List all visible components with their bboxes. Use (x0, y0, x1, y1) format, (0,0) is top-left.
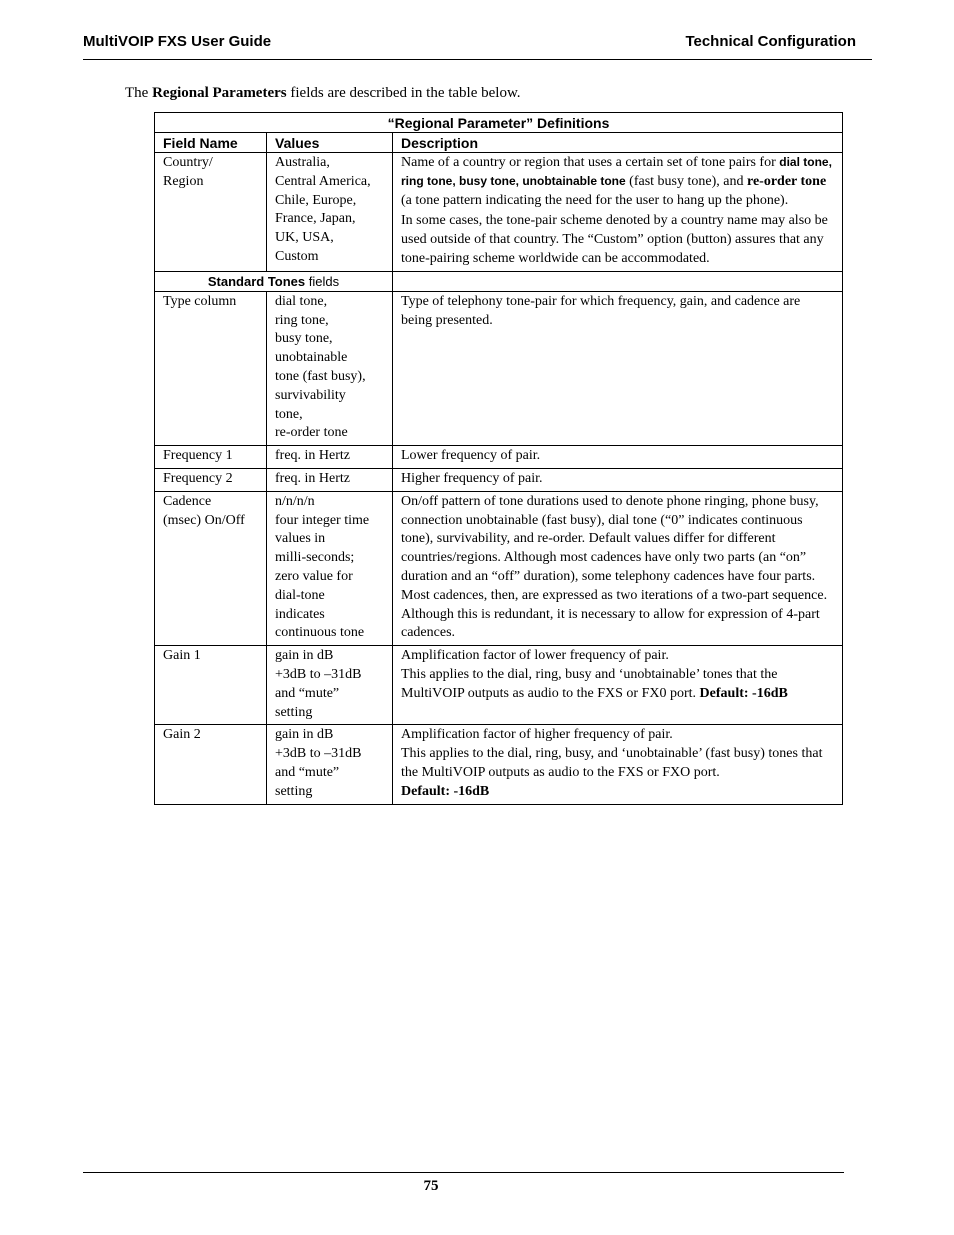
desc-text: This applies to the dial, ring, busy and ‘unobtainable’ tones that the MultiVOIP outputs as audio to the FXS or FX0 port. (401, 666, 778, 701)
value-line: and “mute” (275, 764, 340, 780)
section-title: Technical Configuration (685, 33, 856, 50)
column-header-field-name: Field Name (155, 133, 267, 153)
values-cell (267, 725, 393, 804)
value-line: tone (fast busy), (275, 368, 366, 384)
value-line: re-order tone (275, 425, 348, 441)
value-line: Chile, Europe, (275, 192, 357, 208)
page-header (83, 33, 872, 60)
footer-rule (83, 1172, 844, 1173)
section-label-rest: fields (305, 273, 340, 289)
values-cell (267, 291, 393, 445)
empty-cell (393, 271, 843, 291)
value-line: busy tone, (275, 331, 333, 347)
value-line: setting (275, 704, 313, 720)
values-cell: freq. in Hertz (267, 468, 393, 491)
default-value: Default: -16dB (699, 685, 788, 701)
value-line: +3dB to –31dB (275, 746, 362, 762)
values-cell: freq. in Hertz (267, 446, 393, 469)
values-cell (267, 491, 393, 645)
table-title-row (155, 113, 843, 133)
field-line: Region (163, 173, 204, 189)
description-cell: On/off pattern of tone durations used to denote phone ringing, phone busy, connection unobtainable (fast busy), dial tone (“0” indicates continuous tone), survivability, and re-order. Default values differ for different countries/regions. Although most cadences have only two parts (an “on” duration and an “off” duration), some telephony cadences have four parts. Most cadences, then, are expressed as two iterations of a two-part sequence. Although this is redundant, it is necessary to allow for expression of 4-part cadences. (393, 491, 843, 645)
field-line: (msec) On/Off (163, 512, 245, 528)
value-line: Custom (275, 248, 319, 264)
value-line: Australia, (275, 155, 330, 170)
values-cell (267, 646, 393, 725)
column-header-values: Values (267, 133, 393, 153)
value-line: continuous tone (275, 625, 365, 641)
value-line: indicates (275, 606, 325, 622)
page-number: 75 (423, 1178, 439, 1194)
field-name-cell: Frequency 2 (155, 468, 267, 491)
table-row-country-region (155, 153, 843, 272)
description-paragraph: This applies to the dial, ring, busy, and ‘unobtainable’ (fast busy) tones that the MultiVOIP outputs as audio to the FXS or FXO port. (401, 746, 823, 780)
value-line: UK, USA, (275, 230, 334, 246)
field-line: Country/ (163, 155, 213, 170)
table-row-type-column (155, 291, 843, 445)
field-name-cell: Gain 1 (155, 646, 267, 725)
table-row-gain-1 (155, 646, 843, 725)
description-cell: Type of telephony tone-pair for which frequency, gain, and cadence are being presented. (393, 291, 843, 445)
value-line: and “mute” (275, 685, 340, 701)
intro-paragraph (125, 85, 521, 102)
value-line: unobtainable (275, 350, 348, 366)
value-line: gain in dB (275, 727, 334, 743)
reorder-tone-term: re-order tone (746, 173, 827, 189)
section-label (155, 271, 393, 291)
regional-parameters-table (154, 112, 843, 805)
default-value: Default: -16dB (401, 783, 490, 799)
description-cell: Lower frequency of pair. (393, 446, 843, 469)
value-line: setting (275, 783, 313, 799)
value-line: France, Japan, (275, 211, 356, 227)
column-header-description: Description (393, 133, 843, 153)
description-cell (393, 153, 843, 272)
value-line: tone, (275, 406, 303, 422)
value-line: +3dB to –31dB (275, 666, 362, 682)
values-cell (267, 153, 393, 272)
value-line: gain in dB (275, 648, 334, 664)
table-row-frequency-2 (155, 468, 843, 491)
value-line: ring tone, (275, 312, 329, 328)
intro-text-bold: Regional Parameters (152, 85, 287, 101)
value-line: zero value for (275, 568, 353, 584)
tone-names: dial tone, ring tone, busy tone, unobtainable tone (401, 155, 832, 188)
value-line: dial tone, (275, 293, 328, 309)
table-row-cadence (155, 491, 843, 645)
desc-text: (a tone pattern indicating the need for the user to hang up the phone). (401, 192, 789, 208)
description-paragraph (401, 666, 834, 704)
field-name-cell: Type column (155, 291, 267, 445)
value-line: survivability (275, 387, 346, 403)
section-label-bold: Standard Tones (207, 273, 306, 289)
description-cell: Higher frequency of pair. (393, 468, 843, 491)
field-name-cell: Gain 2 (155, 725, 267, 804)
table-row-frequency-1 (155, 446, 843, 469)
value-line: n/n/n/n (275, 493, 315, 509)
table-section-row-standard-tones (155, 271, 843, 291)
table-row-gain-2 (155, 725, 843, 804)
table-header-row (155, 133, 843, 153)
description-cell (393, 646, 843, 725)
description-line: Amplification factor of higher frequency of pair. (401, 727, 673, 743)
field-line: Cadence (163, 493, 212, 509)
description-paragraph: In some cases, the tone-pair scheme denoted by a country name may also be used outside of that country. The “Custom” option (button) assures that any tone-pairing scheme worldwide can be accommodated. (401, 213, 828, 266)
field-name-cell: Frequency 1 (155, 446, 267, 469)
desc-text: (fast busy tone), and (625, 173, 747, 189)
document-title: MultiVOIP FXS User Guide (83, 33, 272, 50)
value-line: dial-tone (275, 587, 325, 603)
field-name-cell (155, 491, 267, 645)
description-cell (393, 725, 843, 804)
description-line: Amplification factor of lower frequency of pair. (401, 648, 669, 664)
value-line: four integer time (275, 512, 370, 528)
desc-text: Name of a country or region that uses a certain set of tone pairs for (401, 155, 780, 170)
intro-text-post: fields are described in the table below. (286, 85, 521, 101)
description-paragraph (401, 154, 834, 210)
value-line: Central America, (275, 173, 371, 189)
value-line: milli-seconds; (275, 550, 355, 566)
value-line: values in (275, 531, 326, 547)
field-name-cell (155, 153, 267, 272)
intro-text-pre: The (125, 85, 153, 101)
table-title: “Regional Parameter” Definitions (155, 113, 843, 133)
